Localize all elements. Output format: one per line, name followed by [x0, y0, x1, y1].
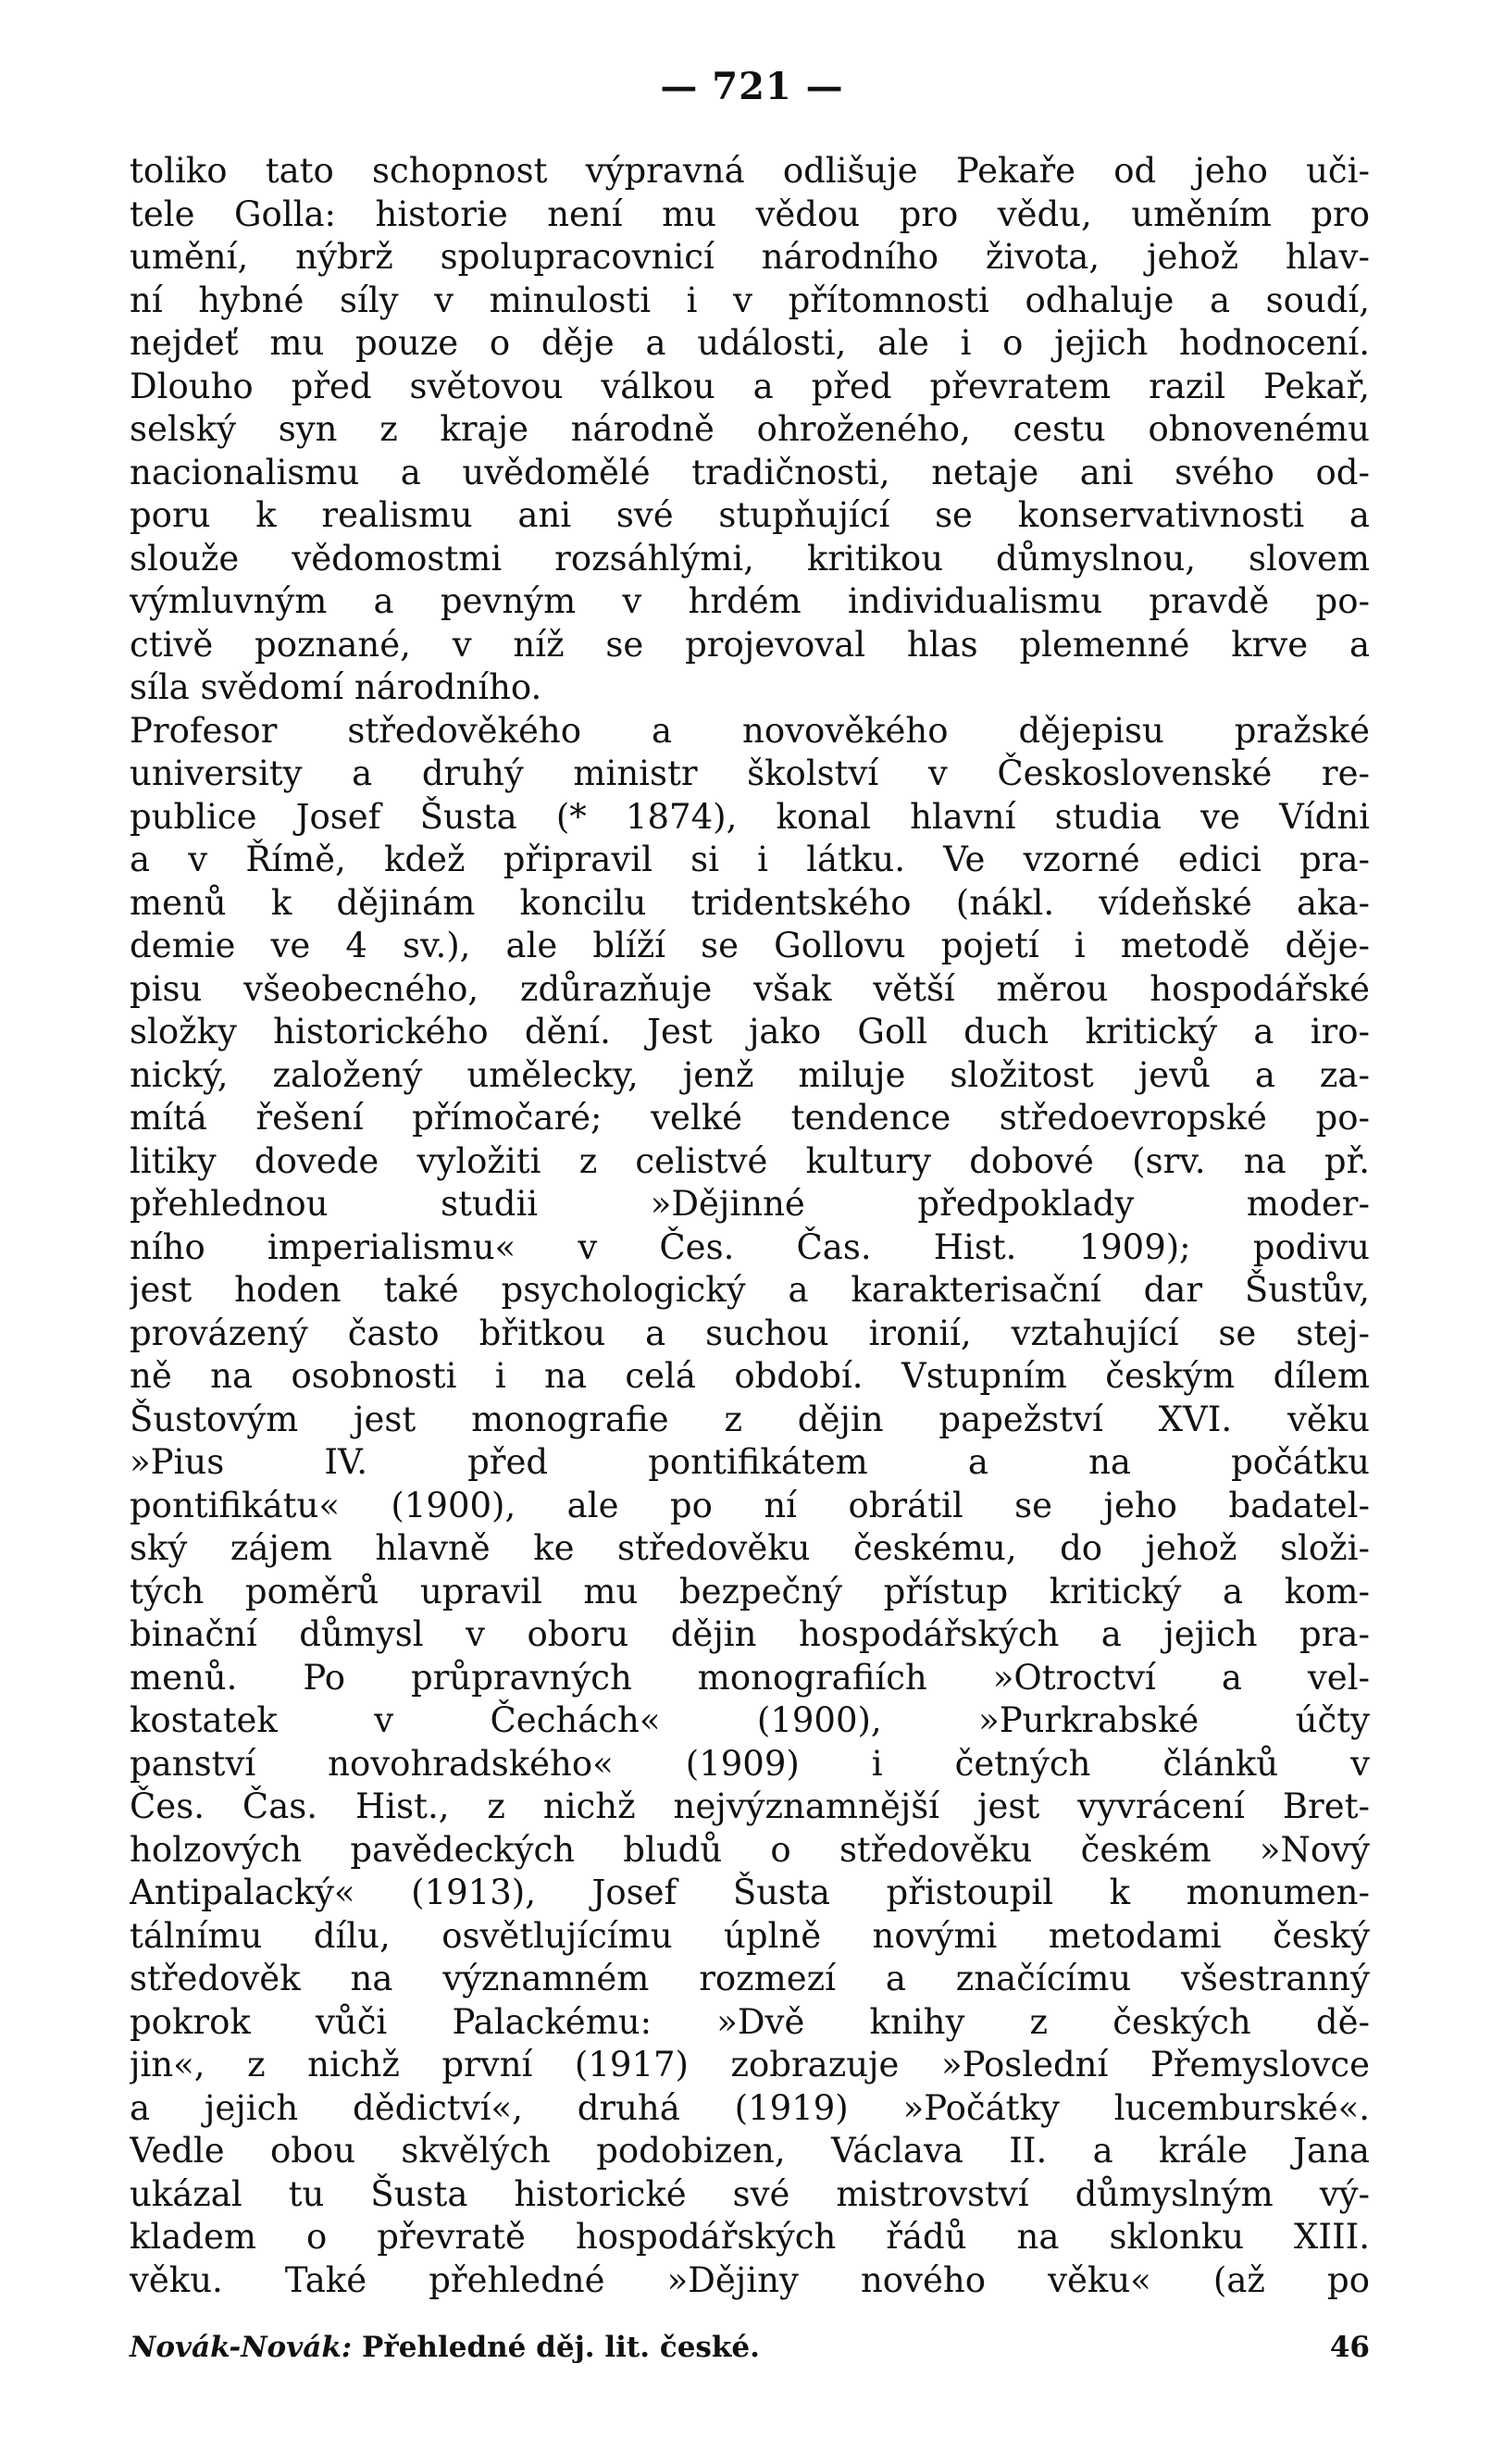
body-text — [130, 150, 1370, 2302]
text-line: university a druhý ministr školství v Československé re- — [130, 753, 1370, 793]
text-line: pokrok vůči Palackému: »Dvě knihy z českých dě- — [130, 2001, 1370, 2042]
page-number: — 721 — — [660, 65, 844, 108]
text-line: panství novohradského« (1909) i četných článků v — [130, 1743, 1370, 1784]
text-line: »Pius IV. před pontifikátem a na počátku — [130, 1442, 1370, 1482]
text-line: slouže vědomostmi rozsáhlými, kritikou důmyslnou, slovem — [130, 538, 1370, 579]
text-line: Antipalacký« (1913), Josef Šusta přistoupil k monumen- — [130, 1873, 1370, 1912]
text-line: síla svědomí národního. — [130, 667, 542, 707]
text-line: menů k dějinám koncilu tridentského (nákl. vídeňské aka- — [130, 882, 1370, 923]
text-line: kladem o převratě hospodářských řádů na sklonku XIII. — [130, 2217, 1370, 2257]
text-line: demie ve 4 sv.), ale blíží se Gollovu pojetí i metodě děje- — [130, 926, 1370, 965]
footer-reference — [130, 2331, 760, 2364]
footer-title: Přehledné děj. lit. české. — [362, 2331, 760, 2364]
text-line: selský syn z kraje národně ohroženého, cestu obnovenému — [130, 409, 1370, 449]
text-line: ně na osobnosti i na celá období. Vstupním českým dílem — [130, 1356, 1370, 1396]
text-line: provázený často břitkou a suchou ironií, vztahující se stej- — [130, 1313, 1370, 1353]
text-line: holzových pavědeckých bludů o středověku českém »Nový — [130, 1829, 1370, 1870]
text-line: toliko tato schopnost výpravná odlišuje Pekaře od jeho uči- — [130, 151, 1370, 191]
text-line: středověk na významném rozmezí a značícímu všestranný — [130, 1959, 1370, 1998]
text-line: litiky dovede vyložiti z celistvé kultury dobové (srv. na př. — [130, 1140, 1370, 1181]
text-line: nický, založený umělecky, jenž miluje složitost jevů a za- — [130, 1054, 1370, 1095]
text-line: pontifikátu« (1900), ale po ní obrátil se jeho badatel- — [130, 1485, 1370, 1525]
text-line: Čes. Čas. Hist., z nichž nejvýznamnější jest vyvrácení Bret- — [130, 1786, 1370, 1826]
text-line: ní hybné síly v minulosti i v přítomnosti odhaluje a soudí, — [130, 280, 1370, 320]
text-line: Dlouho před světovou válkou a před převratem razil Pekař, — [130, 366, 1370, 406]
text-line: publice Josef Šusta (* 1874), konal hlavní studia ve Vídni — [130, 796, 1370, 837]
text-line: pisu všeobecného, zdůrazňuje však větší měrou hospodářské — [130, 968, 1370, 1009]
page-footer — [130, 2331, 1370, 2370]
text-line: Šustovým jest monografie z dějin papežství XVI. věku — [130, 1399, 1370, 1439]
text-line: složky historického dění. Jest jako Goll duch kritický a iro- — [130, 1012, 1370, 1052]
text-line: binační důmysl v oboru dějin hospodářských a jejich pra- — [130, 1614, 1370, 1654]
printer-signature: 46 — [1329, 2331, 1370, 2364]
text-line: výmluvným a pevným v hrdém individualismu pravdě po- — [130, 581, 1370, 621]
text-line: tele Golla: historie není mu vědou pro vědu, uměním pro — [130, 193, 1370, 234]
text-line: přehlednou studii »Dějinné předpoklady moder- — [130, 1184, 1370, 1224]
text-line: mítá řešení přímočaré; velké tendence středoevropské po- — [130, 1098, 1370, 1138]
text-line: ukázal tu Šusta historické své mistrovství důmyslným vý- — [130, 2173, 1370, 2214]
text-line: Vedle obou skvělých podobizen, Václava II. a krále Jana — [130, 2131, 1370, 2171]
text-line: tých poměrů upravil mu bezpečný přístup kritický a kom- — [130, 1571, 1370, 1612]
text-line: jin«, z nichž první (1917) zobrazuje »Poslední Přemyslovce — [130, 2045, 1370, 2084]
text-line: tálnímu dílu, osvětlujícímu úplně novými metodami český — [130, 1915, 1370, 1956]
text-line: ctivě poznané, v níž se projevoval hlas plemenné krve a — [130, 624, 1370, 665]
text-line: poru k realismu ani své stupňující se konservativnosti a — [130, 495, 1370, 535]
text-line: ního imperialismu« v Čes. Čas. Hist. 1909); podivu — [130, 1226, 1370, 1267]
text-line: věku. Také přehledné »Dějiny nového věku« (až po — [130, 2259, 1370, 2300]
text-line: menů. Po průpravných monografiích »Otroctví a vel- — [130, 1657, 1370, 1698]
text-line: kostatek v Čechách« (1900), »Purkrabské účty — [130, 1700, 1370, 1740]
text-line: ský zájem hlavně ke středověku českému, do jehož složi- — [130, 1528, 1370, 1568]
footer-authors: Novák-Novák: — [130, 2331, 353, 2364]
text-line: nejdeť mu pouze o děje a události, ale i o jejich hodnocení. — [130, 323, 1370, 363]
text-line: jest hoden také psychologický a karakterisační dar Šustův, — [130, 1270, 1370, 1310]
text-line: nacionalismu a uvědomělé tradičnosti, netaje ani svého od- — [130, 452, 1370, 492]
text-line: a v Římě, kdež připravil si i látku. Ve vzorné edici pra- — [130, 840, 1370, 879]
text-line: Profesor středověkého a novověkého dějepisu pražské — [130, 710, 1370, 751]
text-line: umění, nýbrž spolupracovnicí národního života, jehož hlav- — [130, 237, 1370, 277]
text-line: a jejich dědictví«, druhá (1919) »Počátky lucemburské«. — [130, 2087, 1370, 2128]
